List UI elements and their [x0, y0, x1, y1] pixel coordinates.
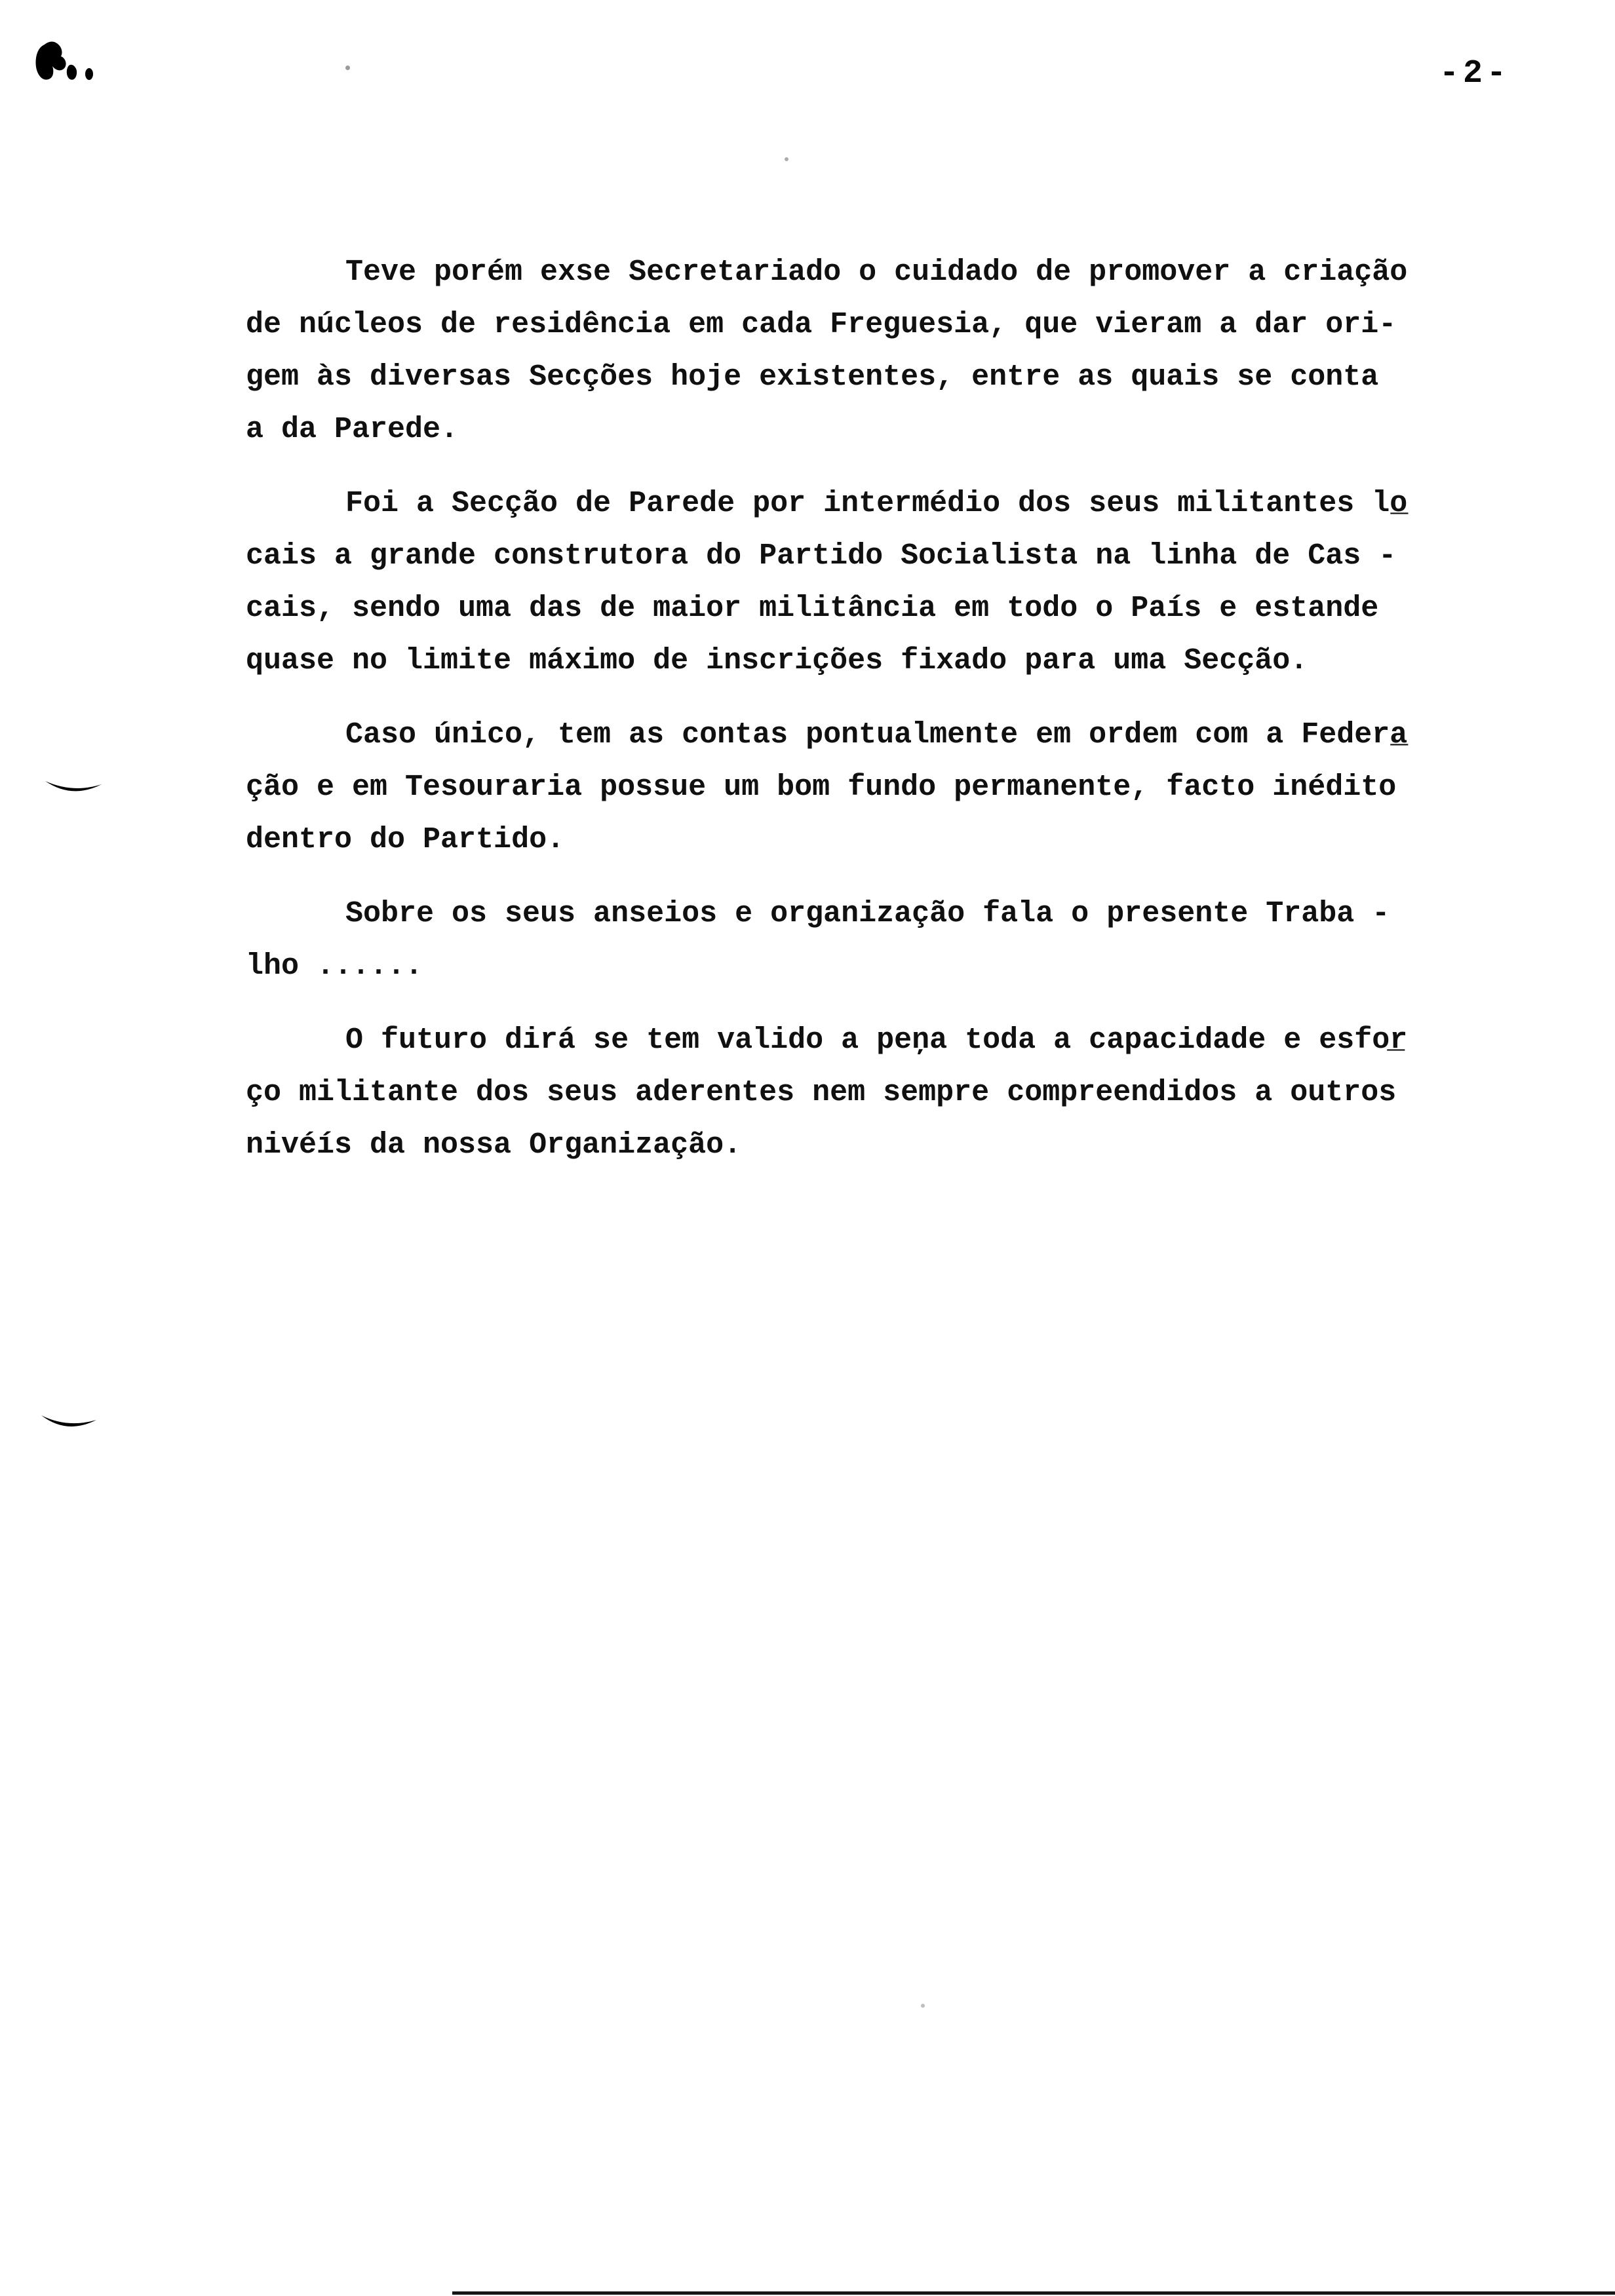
text-line: de núcleos de residência em cada Freguesia, que vieram a dar ori- — [246, 308, 1397, 341]
text-line: ção e em Tesouraria possue um bom fundo permanente, facto inédito — [246, 771, 1397, 804]
pen-arc-mark — [43, 777, 104, 799]
text-line: Foi a Secção de Parede por intermédio dos seus militantes lo̲ — [345, 487, 1408, 520]
text-line: quase no limite máximo de inscrições fixado para uma Secção. — [246, 644, 1308, 678]
text-line: cais, sendo uma das de maior militância em todo o País e estande — [246, 592, 1379, 625]
paragraph — [246, 709, 1432, 866]
typewritten-text-block — [246, 246, 1432, 1172]
text-line: Caso único, tem as contas pontualmente em ordem com a Federa̲ — [345, 718, 1408, 752]
scan-edge-line — [452, 2291, 1615, 2295]
text-line: cais a grande construtora do Partido Socialista na linha de Cas - — [246, 539, 1397, 573]
text-line: Sobre os seus anseios e organização fala o presente Traba - — [345, 897, 1390, 930]
text-line: Teve porém exse Secretariado o cuidado de promover a criação — [345, 256, 1408, 289]
text-line: ço militante dos seus aderentes nem sempre compreendidos a outros — [246, 1076, 1397, 1109]
text-line: a da Parede. — [246, 413, 459, 446]
scan-speck — [345, 66, 350, 70]
ink-smudge-artifact — [33, 39, 111, 92]
paragraph — [246, 478, 1432, 687]
page-number: -2- — [1439, 55, 1511, 92]
paragraph — [246, 888, 1432, 993]
text-line: dentro do Partido. — [246, 823, 565, 856]
paragraph — [246, 1014, 1432, 1172]
scan-speck — [921, 2004, 925, 2008]
text-line: lho ...... — [246, 949, 423, 983]
text-line: nivéís da nossa Organização. — [246, 1128, 742, 1162]
text-line: O futuro dirá se tem valido a peņa toda a capacidade e esfor̲ — [345, 1024, 1408, 1057]
paragraph — [246, 246, 1432, 456]
text-line: gem às diversas Secções hoje existentes, entre as quais se conta — [246, 360, 1379, 394]
pen-arc-mark — [39, 1410, 98, 1435]
scan-speck — [785, 157, 788, 161]
